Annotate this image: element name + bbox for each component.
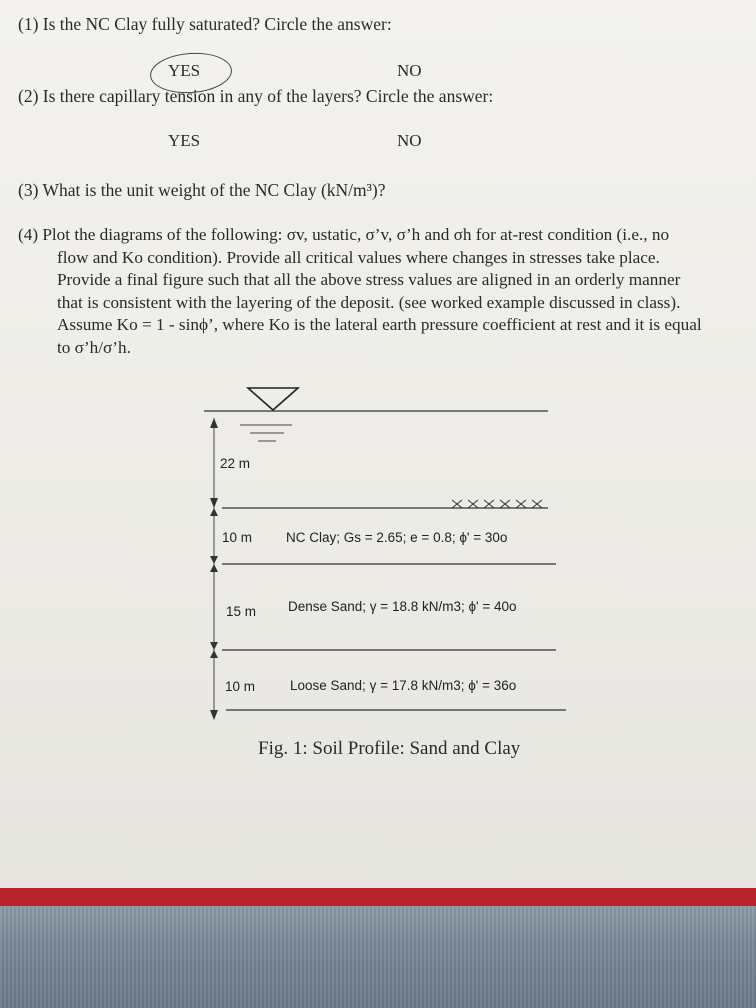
water-table-icon xyxy=(248,388,298,410)
arrow-head xyxy=(210,710,218,720)
clay-layer-label: NC Clay; Gs = 2.65; e = 0.8; ϕ' = 30o xyxy=(286,530,508,545)
arrow-head xyxy=(210,508,218,516)
loose-sand-layer-label: Loose Sand; γ = 17.8 kN/m3; ϕ' = 36o xyxy=(290,678,517,693)
arrow-head xyxy=(210,556,218,564)
question-2: (2) Is there capillary tension in any of the layers? Circle the answer: xyxy=(18,86,494,106)
question-1: (1) Is the NC Clay fully saturated? Circle the answer: xyxy=(18,14,392,34)
q4-line: that is consistent with the layering of the deposit. (see worked example discussed in class). xyxy=(57,292,681,312)
q2-no-option: NO xyxy=(397,131,422,150)
figure-caption: Fig. 1: Soil Profile: Sand and Clay xyxy=(258,738,521,759)
arrow-head xyxy=(210,650,218,658)
clay-thickness-label: 10 m xyxy=(222,530,253,545)
arrow-head xyxy=(210,498,218,508)
soil-hatch-marks xyxy=(452,500,542,508)
q4-line: flow and Ko condition). Provide all critical values where changes in stresses take place. xyxy=(57,247,660,267)
dense-sand-thickness-label: 15 m xyxy=(226,604,257,619)
desk-edge xyxy=(0,888,756,906)
fabric-background xyxy=(0,906,756,1008)
loose-sand-thickness-label: 10 m xyxy=(225,679,256,694)
q1-no-option: NO xyxy=(397,61,422,80)
question-3: (3) What is the unit weight of the NC Clay (kN/m³)? xyxy=(18,180,386,200)
dense-sand-layer-label: Dense Sand; γ = 18.8 kN/m3; ϕ' = 40o xyxy=(288,599,517,614)
q4-line: to σ’h/σ’h. xyxy=(57,337,131,357)
arrow-head xyxy=(210,564,218,572)
q2-yes-option: YES xyxy=(168,131,201,150)
q1-yes-option: YES xyxy=(168,61,201,80)
q4-line: Provide a final figure such that all the above stress values are aligned in an orderly manner xyxy=(57,270,681,289)
q4-line: (4) Plot the diagrams of the following: σv, ustatic, σ’v, σ’h and σh for at-rest condition (i.e., no xyxy=(18,225,670,244)
q4-line: Assume Ko = 1 - sinϕ’, where Ko is the lateral earth pressure coefficient at rest and it is equal xyxy=(57,315,702,334)
water-depth-label: 22 m xyxy=(220,456,251,471)
arrow-head xyxy=(210,418,218,428)
arrow-head xyxy=(210,642,218,650)
